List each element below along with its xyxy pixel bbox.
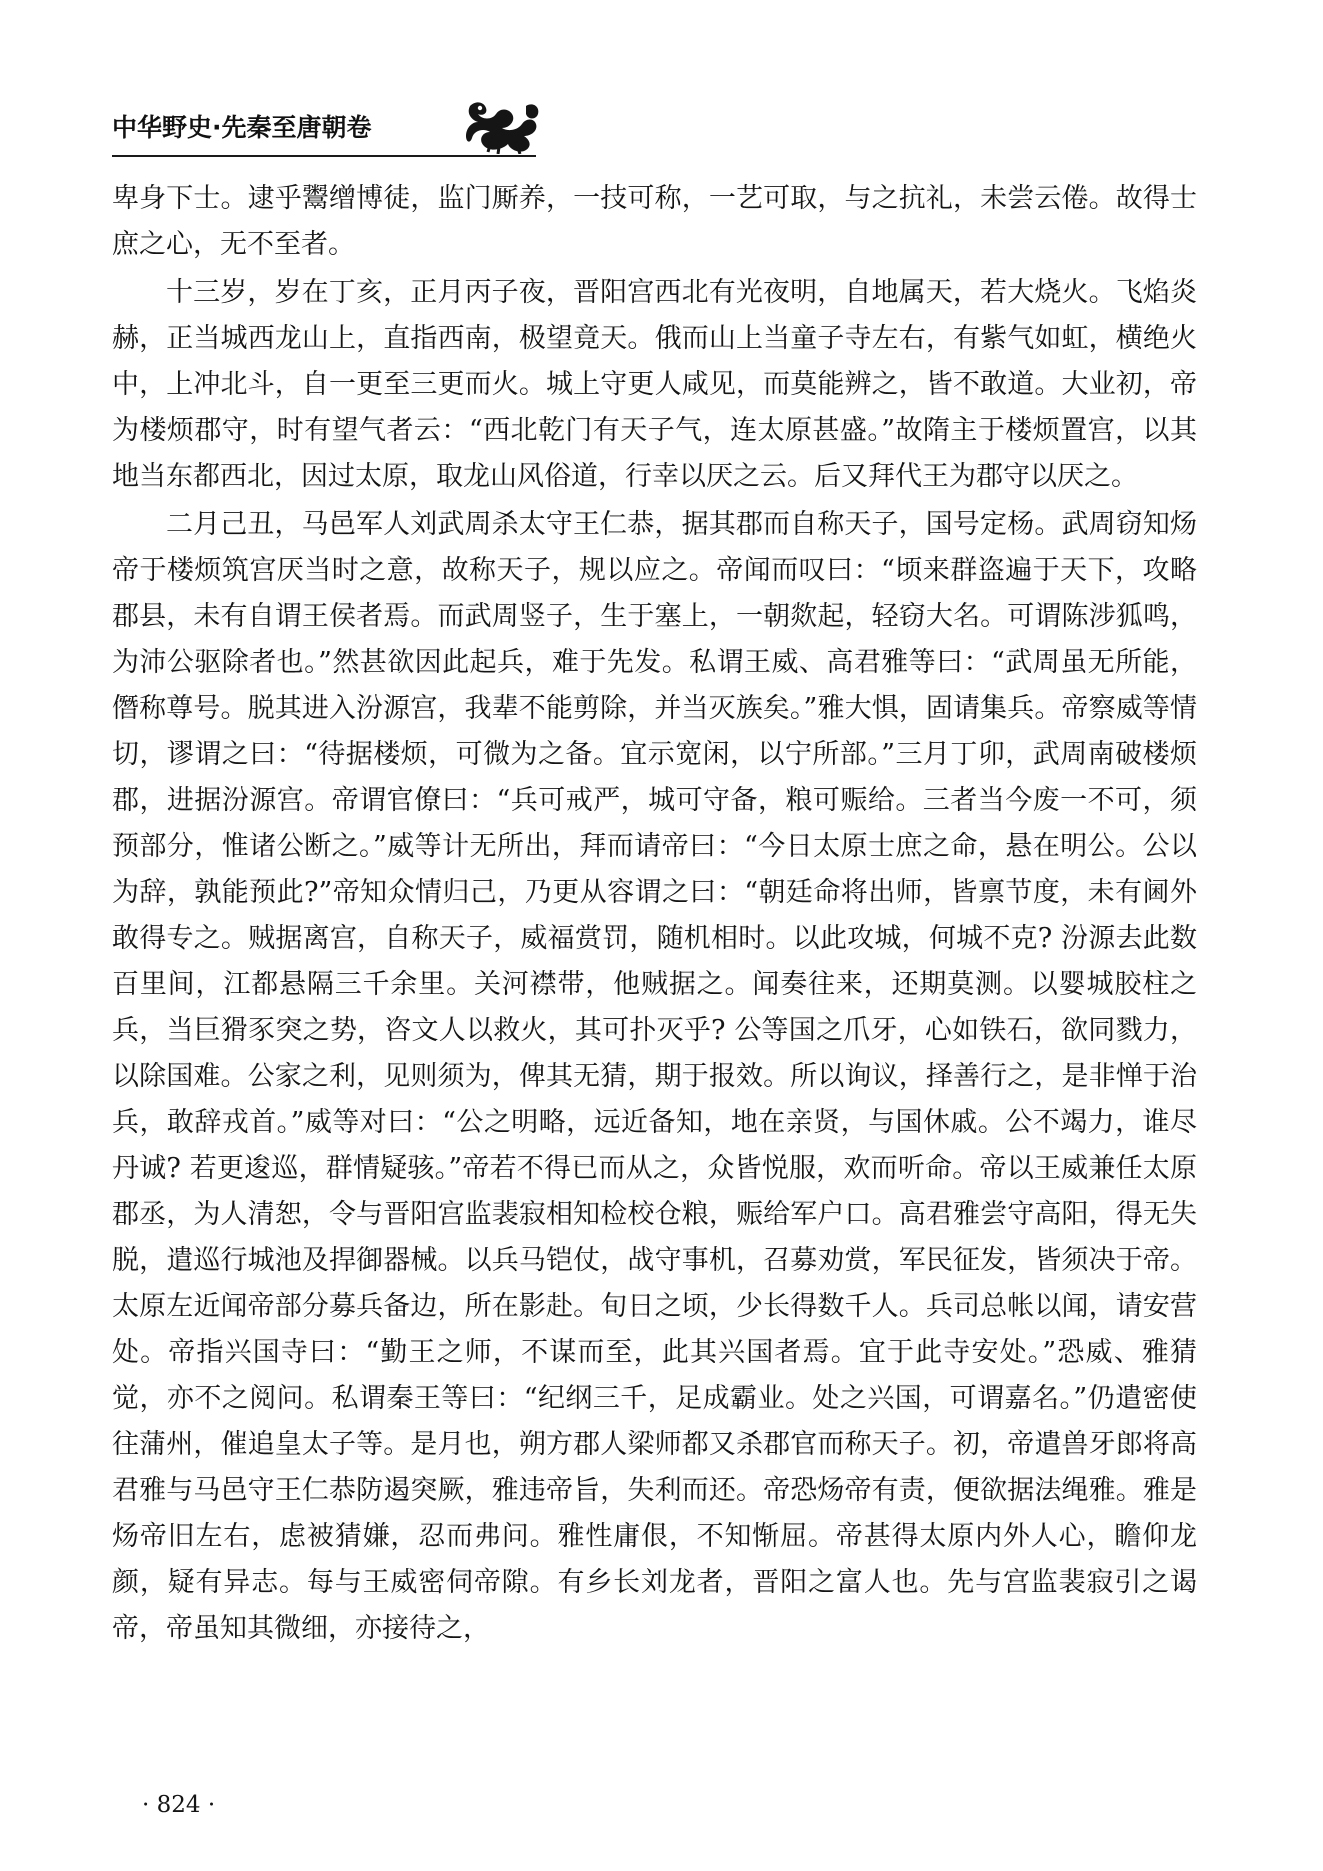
header-rule (112, 155, 536, 157)
book-title: 中华野史·先秦至唐朝卷 (112, 113, 372, 142)
paragraph: 十三岁，岁在丁亥，正月丙子夜，晋阳宫西北有光夜明，自地属天，若大烧火。飞焰炎赫，正当城西龙山上，直指西南，极望竟天。俄而山上当童子寺左右，有紫气如虹，横绝火中，上冲北斗，自一更至三更而火。城上守更人咸见，而莫能辨之，皆不敢道。大业初，帝为楼烦郡守，时有望气者云：“西北乾门有天子气，连太原甚盛。”故隋主于楼烦置宫，以其地当东都西北，因过太原，取龙山风俗道，行幸以厌之云。后又拜代王为郡守以厌之。 (112, 277, 1197, 492)
paragraph: 卑身下士。逮乎鬻缯博徒，监门厮养，一技可称，一艺可取，与之抗礼，未尝云倦。故得士庶之心，无不至者。 (112, 183, 1197, 260)
running-header (112, 98, 530, 158)
page-number: · 824 · (142, 1792, 216, 1818)
dragon-emblem-icon (462, 98, 542, 154)
paragraph: 二月己丑，马邑军人刘武周杀太守王仁恭，据其郡而自称天子，国号定杨。武周窃知炀帝于楼烦筑宫厌当时之意，故称天子，规以应之。帝闻而叹曰：“顷来群盗遍于天下，攻略郡县，未有自谓王侯者焉。而武周竖子，生于塞上，一朝欻起，轻窃大名。可谓陈涉狐鸣，为沛公驱除者也。”然甚欲因此起兵，难于先发。私谓王威、高君雅等曰：“武周虽无所能，僭称尊号。脱其进入汾源宫，我辈不能剪除，并当灭族矣。”雅大惧，固请集兵。帝察威等情切，谬谓之曰：“待据楼烦，可微为之备。宜示宽闲，以宁所部。”三月丁卯，武周南破楼烦郡，进据汾源宫。帝谓官僚曰：“兵可戒严，城可守备，粮可赈给。三者当今废一不可，须预部分，惟诸公断之。”威等计无所出，拜而请帝曰：“今日太原士庶之命，悬在明公。公以为辞，孰能预此?”帝知众情归己，乃更从容谓之曰：“朝廷命将出师，皆禀节度，未有阃外敢得专之。贼据离宫，自称天子，威福赏罚，随机相时。以此攻城，何城不克? 汾源去此数百里间，江都悬隔三千余里。关河襟带，他贼据之。闻奏往来，还期莫测。以婴城胶柱之兵，当巨猾豕突之势，咨文人以救火，其可扑灭乎? 公等国之爪牙，心如铁石，欲同戮力，以除国难。公家之利，见则须为，俾其无猜，期于报效。所以询议，择善行之，是非惮于治兵，敢辞戎首。”威等对曰：“公之明略，远近备知，地在亲贤，与国休戚。公不竭力，谁尽丹诚? 若更逡巡，群情疑骇。”帝若不得已而从之，众皆悦服，欢而听命。帝以王威兼任太原郡丞，为人清恕，令与晋阳宫监裴寂相知检校仓粮，赈给军户口。高君雅尝守高阳，得无失脱，遣巡行城池及捍御器械。以兵马铠仗，战守事机，召募劝赏，军民征发，皆须决于帝。太原左近闻帝部分募兵备边，所在影赴。旬日之顷，少长得数千人。兵司总帐以闻，请安营处。帝指兴国寺曰：“勤王之师，不谋而至，此其兴国者焉。宜于此寺安处。”恐威、雅猜觉，亦不之阅问。私谓秦王等曰：“纪纲三千，足成霸业。处之兴国，可谓嘉名。”仍遣密使往蒲州，催追皇太子等。是月也，朔方郡人梁师都又杀郡官而称天子。初，帝遣兽牙郎将高君雅与马邑守王仁恭防遏突厥，雅违帝旨，失利而还。帝恐炀帝有责，便欲据法绳雅。雅是炀帝旧左右，虑被猜嫌，忍而弗问。雅性庸佷，不知惭屈。帝甚得太原内外人心，瞻仰龙颜，疑有异志。每与王威密伺帝隙。有乡长刘龙者，晋阳之富人也。先与宫监裴寂引之谒帝，帝虽知其微细，亦接待之， (112, 509, 1197, 1644)
body-text (112, 176, 1197, 1652)
